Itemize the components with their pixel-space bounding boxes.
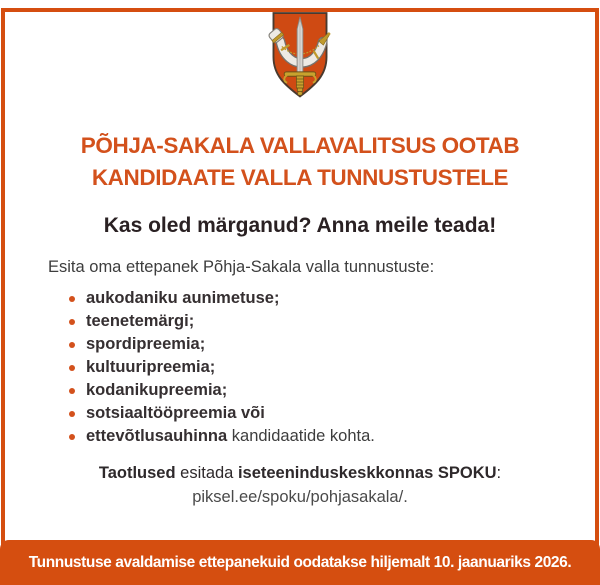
submission-seg-bold: iseteeninduskeskkonnas SPOKU (237, 464, 497, 482)
submission-seg-regular: esitada (175, 464, 238, 482)
list-item (68, 287, 600, 310)
list-item-label: kodanikupreemia; (86, 381, 228, 399)
deadline-text: Tunnustuse avaldamise ettepanekuid oodatakse hiljemalt 10. jaanuariks 2026. (28, 553, 572, 571)
page-title-line2: KANDIDAATE VALLA TUNNUSTUSTELE (91, 165, 509, 190)
submission-line (0, 462, 600, 485)
coat-of-arms-icon (262, 7, 338, 107)
list-item-label: sotsiaaltööpreemia või (86, 404, 265, 422)
submission-url: piksel.ee/spoku/pohjasakala/. (192, 488, 408, 506)
list-item-tail: kandidaatide kohta. (227, 427, 375, 445)
deadline-banner (0, 540, 600, 585)
bullet-icon (69, 434, 75, 440)
page-title-line1: PÕHJA-SAKALA VALLAVALITSUS OOTAB (80, 133, 520, 158)
list-item-label: ettevõtlusauhinna (86, 427, 228, 445)
bullet-icon (69, 365, 75, 371)
bullet-icon (69, 296, 75, 302)
subtitle: Kas oled märganud? Anna meile teada! (103, 214, 497, 237)
list-item (68, 310, 600, 333)
list-item-label: spordipreemia; (86, 335, 206, 353)
submission-seg-regular: : (496, 464, 502, 482)
list-item-label: aukodaniku aunimetuse; (86, 289, 280, 307)
list-item-label: kultuuripreemia; (86, 358, 216, 376)
intro-text: Esita oma ettepanek Põhja-Sakala valla tunnustuste: (48, 258, 435, 276)
nomination-list (0, 287, 600, 448)
list-item (68, 333, 600, 356)
bullet-icon (69, 342, 75, 348)
page-title (0, 130, 600, 194)
bullet-icon (69, 411, 75, 417)
list-item (68, 379, 600, 402)
bullet-icon (69, 388, 75, 394)
bullet-icon (69, 319, 75, 325)
list-item-label: teenetemärgi; (86, 312, 195, 330)
list-item (68, 402, 600, 425)
submission-seg-bold: Taotlused (98, 464, 176, 482)
poster-content (0, 7, 600, 509)
list-item (68, 356, 600, 379)
list-item (68, 425, 600, 448)
